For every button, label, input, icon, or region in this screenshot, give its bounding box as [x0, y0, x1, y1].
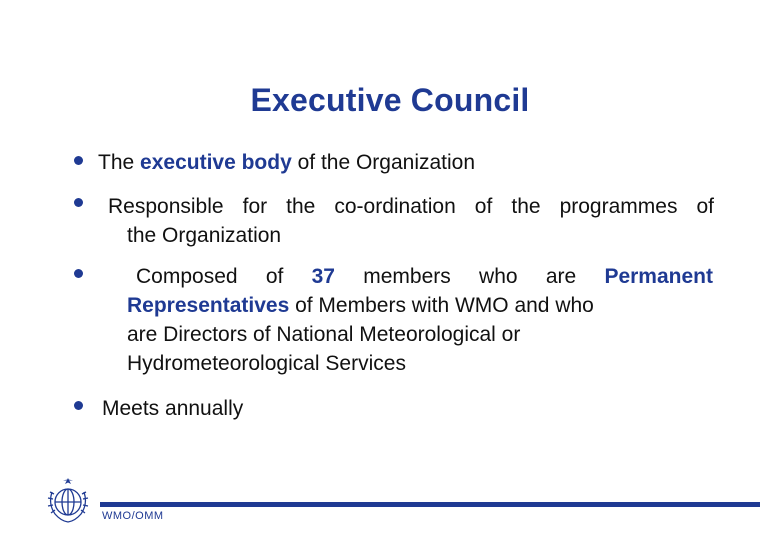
wmo-logo-icon — [43, 476, 93, 526]
bullet-3-word: are — [545, 265, 577, 288]
bullet-4-text: Meets annually — [102, 397, 244, 420]
member-count: 37 — [311, 265, 335, 288]
bullet-1-prefix: The — [98, 151, 141, 174]
bullet-3-word: of — [265, 265, 284, 288]
footer-rule — [100, 502, 760, 507]
bullet-3-line-2-rest: of Members with WMO and who — [289, 294, 594, 317]
bullet-1-suffix: of the Organization — [291, 151, 476, 174]
bullet-3-line-4: Hydrometeorological Services — [127, 352, 406, 375]
bullet-3-line-1 — [136, 262, 713, 291]
footer-label: WMO/OMM — [102, 510, 164, 522]
slide-title: Executive Council — [250, 82, 530, 118]
bullet-1-emphasis: executive body — [140, 151, 292, 174]
bullet-dot — [74, 269, 83, 278]
bullet-3-word: Composed — [136, 265, 238, 288]
bullet-3-line-3: are Directors of National Meteorological or — [127, 323, 521, 346]
bullet-dot — [74, 401, 83, 410]
bullet-3-emphasis-start: Permanent — [604, 265, 713, 288]
bullet-dot — [74, 198, 83, 207]
bullet-2-line-1 — [108, 192, 714, 221]
bullet-2-line-1-text: Responsible for the co-ordination of the programmes of — [108, 195, 714, 218]
bullet-3-line-2 — [127, 291, 594, 320]
bullet-3-emphasis-end: Representatives — [127, 294, 290, 317]
bullet-3-word: who — [479, 265, 518, 288]
bullet-1-text — [98, 148, 475, 177]
bullet-3-word: members — [363, 265, 451, 288]
bullet-2-line-2: the Organization — [127, 224, 282, 247]
bullet-dot — [74, 156, 83, 165]
